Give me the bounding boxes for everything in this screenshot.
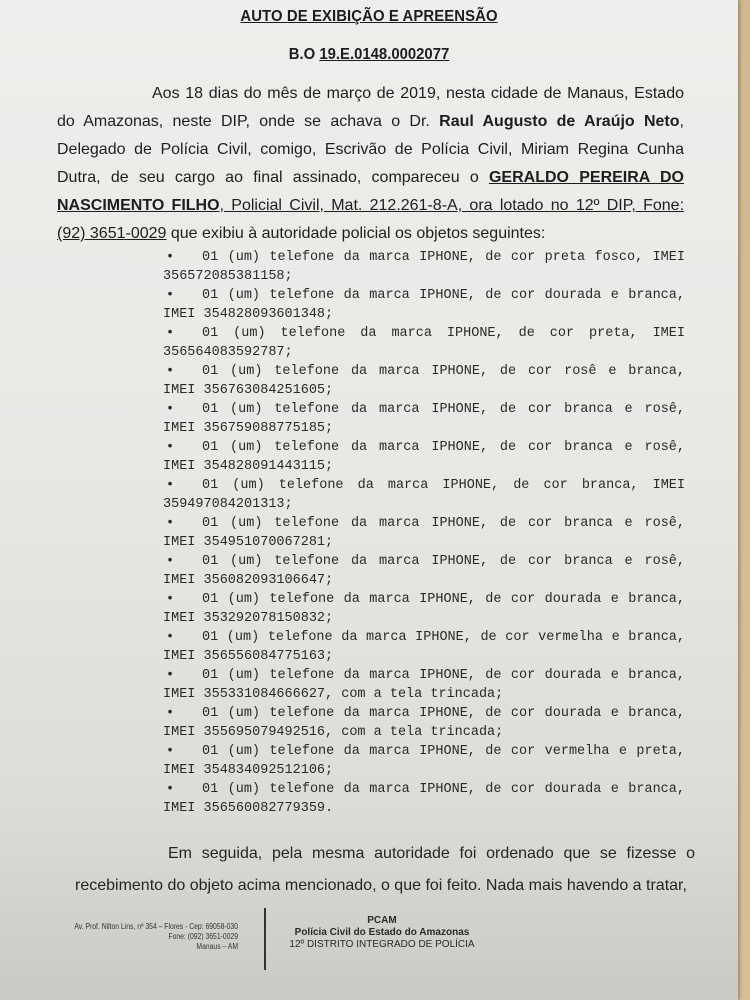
intro-text-2: , Delegado de Polícia Civil, comigo, Escrivão de Polícia Civil, Miriam Regina Cunha Dutra, de seu cargo ao final assinado, compareceu o	[57, 113, 684, 186]
bullet-icon: •	[166, 402, 175, 417]
bo-number: 19.E.0148.0002077	[319, 46, 450, 63]
bullet-icon: •	[166, 364, 175, 379]
list-item: • 01 (um) telefone da marca IPHONE, de cor rosê e branca, IMEI 356763084251605;	[163, 364, 685, 398]
list-item: • 01 (um) telefone da marca IPHONE, de cor vermelha e preta, IMEI 354834092512106;	[163, 744, 685, 778]
footer-address	[70, 922, 238, 952]
list-item: • 01 (um) telefone da marca IPHONE, de cor dourada e branca, IMEI 355695079492516, com a tela trincada;	[163, 706, 685, 740]
address-line-3: Manaus – AM	[196, 942, 238, 951]
list-item: • 01 (um) telefone da marca IPHONE, de cor branca e rosê, IMEI 354828091443115;	[163, 440, 685, 474]
bullet-icon: •	[166, 288, 175, 303]
bullet-icon: •	[166, 554, 175, 569]
bullet-icon: •	[166, 706, 175, 721]
list-item: • 01 (um) telefone da marca IPHONE, de cor dourada e branca, IMEI 353292078150832;	[163, 592, 685, 626]
list-item: • 01 (um) telefone da marca IPHONE, de cor branca e rosê, IMEI 354951070067281;	[163, 516, 685, 550]
intro-text-3: que exibiu à autoridade policial os objetos seguintes:	[166, 225, 546, 242]
bullet-icon: •	[166, 668, 175, 683]
bullet-icon: •	[166, 478, 175, 493]
list-item: • 01 (um) telefone da marca IPHONE, de cor vermelha e branca, IMEI 356556084775163;	[163, 630, 685, 664]
bullet-icon: •	[166, 440, 175, 455]
list-item: • 01 (um) telefone da marca IPHONE, de cor preta fosco, IMEI 356572085381158;	[163, 250, 685, 284]
org-short-name: PCAM	[367, 915, 397, 926]
bullet-icon: •	[166, 782, 175, 797]
document-title: AUTO DE EXIBIÇÃO E APREENSÃO	[240, 8, 498, 25]
address-line-2: Fone: (092) 3651-0029	[168, 932, 238, 941]
bullet-icon: •	[166, 250, 175, 265]
footer-organization	[282, 915, 482, 951]
intro-paragraph	[57, 80, 684, 248]
address-line-1: Av. Prof. Nilton Lins, nº 354 – Flores - Cep: 69058-030	[74, 922, 238, 931]
list-item: • 01 (um) telefone da marca IPHONE, de cor branca e rosê, IMEI 356082093106647;	[163, 554, 685, 588]
district-name: 12º DISTRITO INTEGRADO DE POLÍCIA	[289, 939, 475, 950]
bo-label: B.O	[288, 46, 316, 63]
list-item: • 01 (um) telefone da marca IPHONE, de cor branca, IMEI 359497084201313;	[163, 478, 685, 512]
seized-items-list	[163, 248, 685, 818]
bo-reference	[26, 46, 712, 64]
footer-divider	[264, 908, 266, 970]
bullet-icon: •	[166, 516, 175, 531]
bullet-icon: •	[166, 592, 175, 607]
bullet-icon: •	[166, 326, 175, 341]
list-item: • 01 (um) telefone da marca IPHONE, de cor dourada e branca, IMEI 356560082779359.	[163, 782, 685, 816]
policial-details: , Policial Civil, Mat. 212.261-8-A, ora lotado no 12º DIP, Fone: (92) 3651-0029	[57, 197, 685, 242]
closing-paragraph: Em seguida, pela mesma autoridade foi ordenado que se fizesse o recebimento do objeto acima mencionado, o que foi feito. Nada mais havendo a tratar,	[75, 845, 695, 894]
list-item: • 01 (um) telefone da marca IPHONE, de cor dourada e branca, IMEI 355331084666627, com a tela trincada;	[163, 668, 685, 702]
policial-name: GERALDO PEREIRA DO NASCIMENTO FILHO	[57, 169, 685, 214]
list-item: • 01 (um) telefone da marca IPHONE, de cor preta, IMEI 356564083592787;	[163, 326, 685, 360]
list-item: • 01 (um) telefone da marca IPHONE, de cor branca e rosê, IMEI 356759088775185;	[163, 402, 685, 436]
org-full-name: Polícia Civil do Estado do Amazonas	[294, 927, 470, 938]
bullet-icon: •	[166, 630, 175, 645]
delegado-name: Raul Augusto de Araújo Neto	[439, 113, 680, 130]
list-item: • 01 (um) telefone da marca IPHONE, de cor dourada e branca, IMEI 354828093601348;	[163, 288, 685, 322]
bullet-icon: •	[166, 744, 175, 759]
intro-text-1: Aos 18 dias do mês de março de 2019, nesta cidade de Manaus, Estado do Amazonas, neste DIP, onde se achava o Dr.	[57, 85, 684, 130]
